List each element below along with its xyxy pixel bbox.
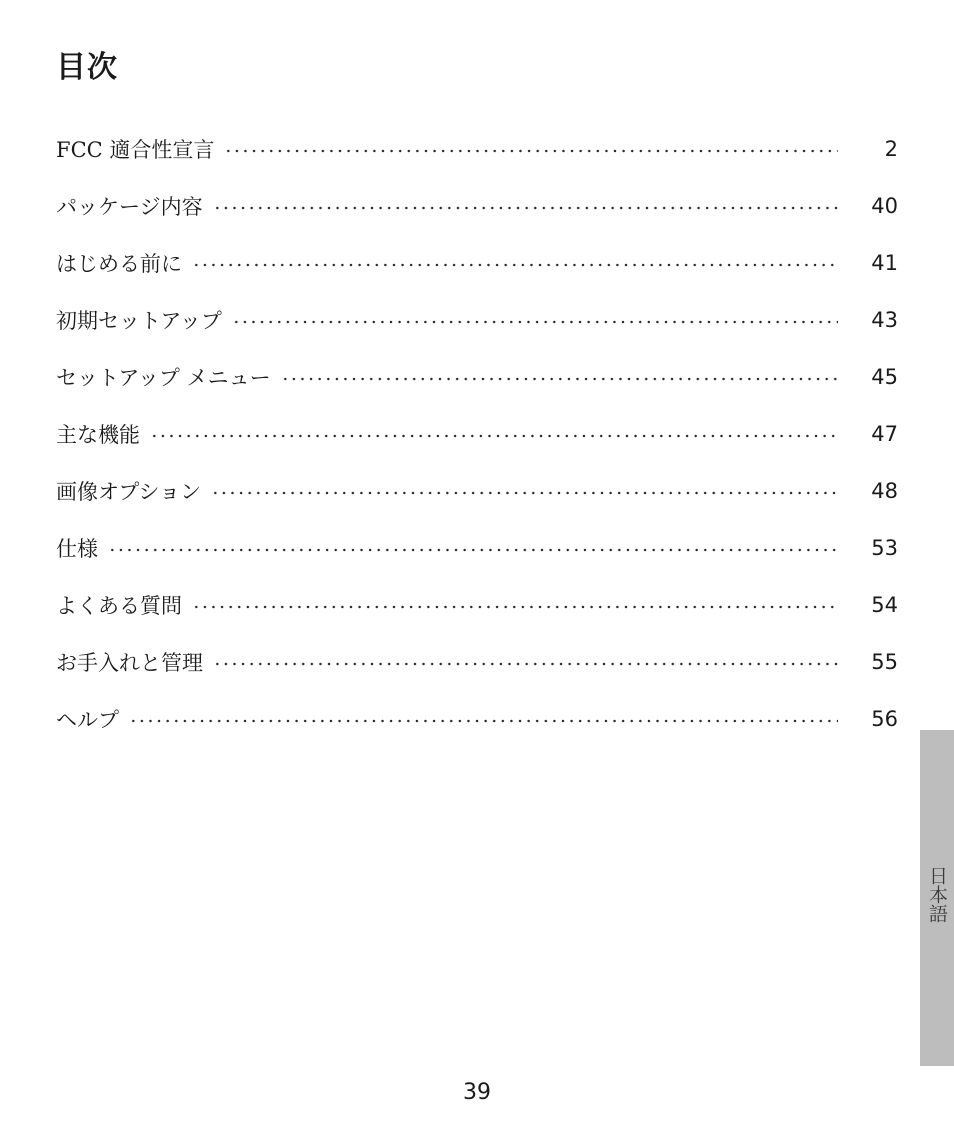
toc-entry[interactable] bbox=[56, 633, 898, 690]
toc-entry[interactable] bbox=[56, 576, 898, 633]
toc-entry[interactable] bbox=[56, 405, 898, 462]
toc-entry-label: パッケージ内容 bbox=[56, 194, 203, 219]
toc-entry-page: 55 bbox=[871, 649, 898, 674]
toc-entry[interactable] bbox=[56, 519, 898, 576]
language-side-tab[interactable] bbox=[920, 730, 954, 1066]
dot-leader bbox=[232, 309, 838, 330]
page-title: 目次 bbox=[56, 50, 118, 85]
dot-leader bbox=[150, 423, 838, 444]
toc-entry-label: よくある質問 bbox=[56, 593, 182, 618]
language-tab-label: 日本語 bbox=[926, 866, 948, 923]
dot-leader bbox=[224, 138, 838, 159]
toc-entry-page: 45 bbox=[871, 364, 898, 389]
toc-entry-page: 41 bbox=[871, 250, 898, 275]
toc-entry-label: FCC 適合性宣言 bbox=[56, 137, 215, 162]
page-number: 39 bbox=[463, 1080, 491, 1105]
toc-entry-label: 仕様 bbox=[56, 536, 98, 561]
toc-entry-label: セットアップ メニュー bbox=[56, 365, 271, 390]
toc-entry-label: お手入れと管理 bbox=[56, 650, 203, 675]
dot-leader bbox=[213, 195, 838, 216]
dot-leader bbox=[213, 651, 838, 672]
toc-entry-page: 54 bbox=[871, 592, 898, 617]
table-of-contents bbox=[56, 120, 898, 747]
toc-entry-page: 56 bbox=[871, 706, 898, 731]
toc-entry-label: 主な機能 bbox=[56, 422, 140, 447]
toc-entry[interactable] bbox=[56, 690, 898, 747]
dot-leader bbox=[108, 537, 838, 558]
toc-entry-label: ヘルプ bbox=[56, 707, 119, 732]
toc-entry-page: 2 bbox=[884, 136, 898, 161]
toc-entry-label: 画像オプション bbox=[56, 479, 202, 504]
toc-entry[interactable] bbox=[56, 348, 898, 405]
toc-entry[interactable] bbox=[56, 462, 898, 519]
toc-entry-label: はじめる前に bbox=[56, 251, 182, 276]
toc-entry[interactable] bbox=[56, 120, 898, 177]
toc-entry[interactable] bbox=[56, 234, 898, 291]
toc-entry-label: 初期セットアップ bbox=[56, 308, 222, 333]
toc-entry-page: 43 bbox=[871, 307, 898, 332]
toc-entry[interactable] bbox=[56, 177, 898, 234]
toc-entry-page: 40 bbox=[871, 193, 898, 218]
dot-leader bbox=[192, 594, 838, 615]
toc-entry[interactable] bbox=[56, 291, 898, 348]
toc-entry-page: 48 bbox=[871, 478, 898, 503]
dot-leader bbox=[211, 480, 838, 501]
toc-entry-page: 53 bbox=[871, 535, 898, 560]
toc-entry-page: 47 bbox=[871, 421, 898, 446]
dot-leader bbox=[129, 708, 838, 729]
dot-leader bbox=[192, 252, 838, 273]
dot-leader bbox=[281, 366, 838, 387]
